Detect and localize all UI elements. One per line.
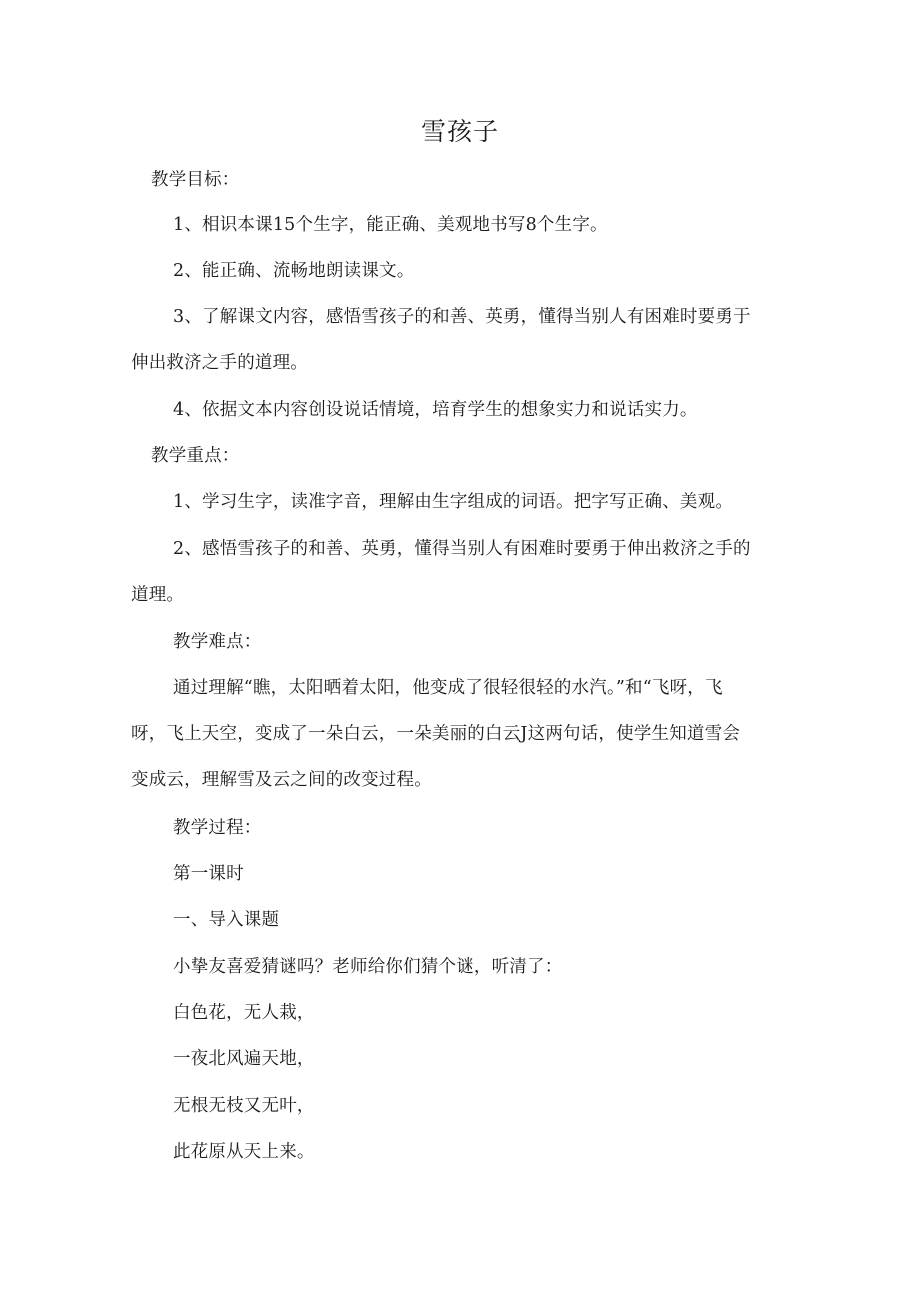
objective-item-1: 1、相识本课15个生字，能正确、美观地书写8个生字。 [173, 215, 608, 235]
riddle-line-2: 一夜北风遍天地， [173, 1049, 315, 1069]
key-point-item-1: 1、学习生字，读准字音，理解由生字组成的词语。把字写正确、美观。 [173, 492, 734, 512]
key-point-item-2-continued: 道理。 [131, 585, 185, 605]
difficulties-line-3: 变成云，理解雪及云之间的改变过程。 [131, 770, 432, 790]
objective-item-3: 3、了解课文内容，感悟雪孩子的和善、英勇，懂得当别人有困难时要勇于 [173, 307, 751, 327]
difficulties-line-1: 通过理解“瞧，太阳晒着太阳，他变成了很轻很轻的水汽。”和“飞呀，飞 [173, 678, 723, 698]
lesson-label: 第一课时 [173, 864, 244, 884]
objective-item-2: 2、能正确、流畅地朗读课文。 [173, 261, 415, 281]
riddle-line-4: 此花原从天上来。 [173, 1142, 315, 1162]
difficulties-line-2: 呀，飞上天空，变成了一朵白云，一朵美丽的白云J这两句话，使学生知道雪会 [131, 724, 741, 744]
section-heading: 一、导入课题 [173, 910, 280, 930]
document-title: 雪孩子 [420, 117, 499, 146]
objectives-heading: 教学目标： [151, 170, 240, 190]
difficulties-heading: 教学难点： [173, 632, 262, 652]
intro-text: 小挚友喜爱猜谜吗？老师给你们猜个谜，听清了： [173, 957, 563, 977]
objective-item-3-continued: 伸出救济之手的道理。 [131, 353, 308, 373]
process-heading: 教学过程： [173, 818, 262, 838]
key-points-heading: 教学重点： [151, 446, 240, 466]
objective-item-4: 4、依据文本内容创设说话情境，培育学生的想象实力和说话实力。 [173, 400, 698, 420]
key-point-item-2: 2、感悟雪孩子的和善、英勇，懂得当别人有困难时要勇于伸出救济之手的 [173, 539, 751, 559]
riddle-line-1: 白色花，无人栽， [173, 1003, 315, 1023]
riddle-line-3: 无根无枝又无叶， [173, 1096, 315, 1116]
